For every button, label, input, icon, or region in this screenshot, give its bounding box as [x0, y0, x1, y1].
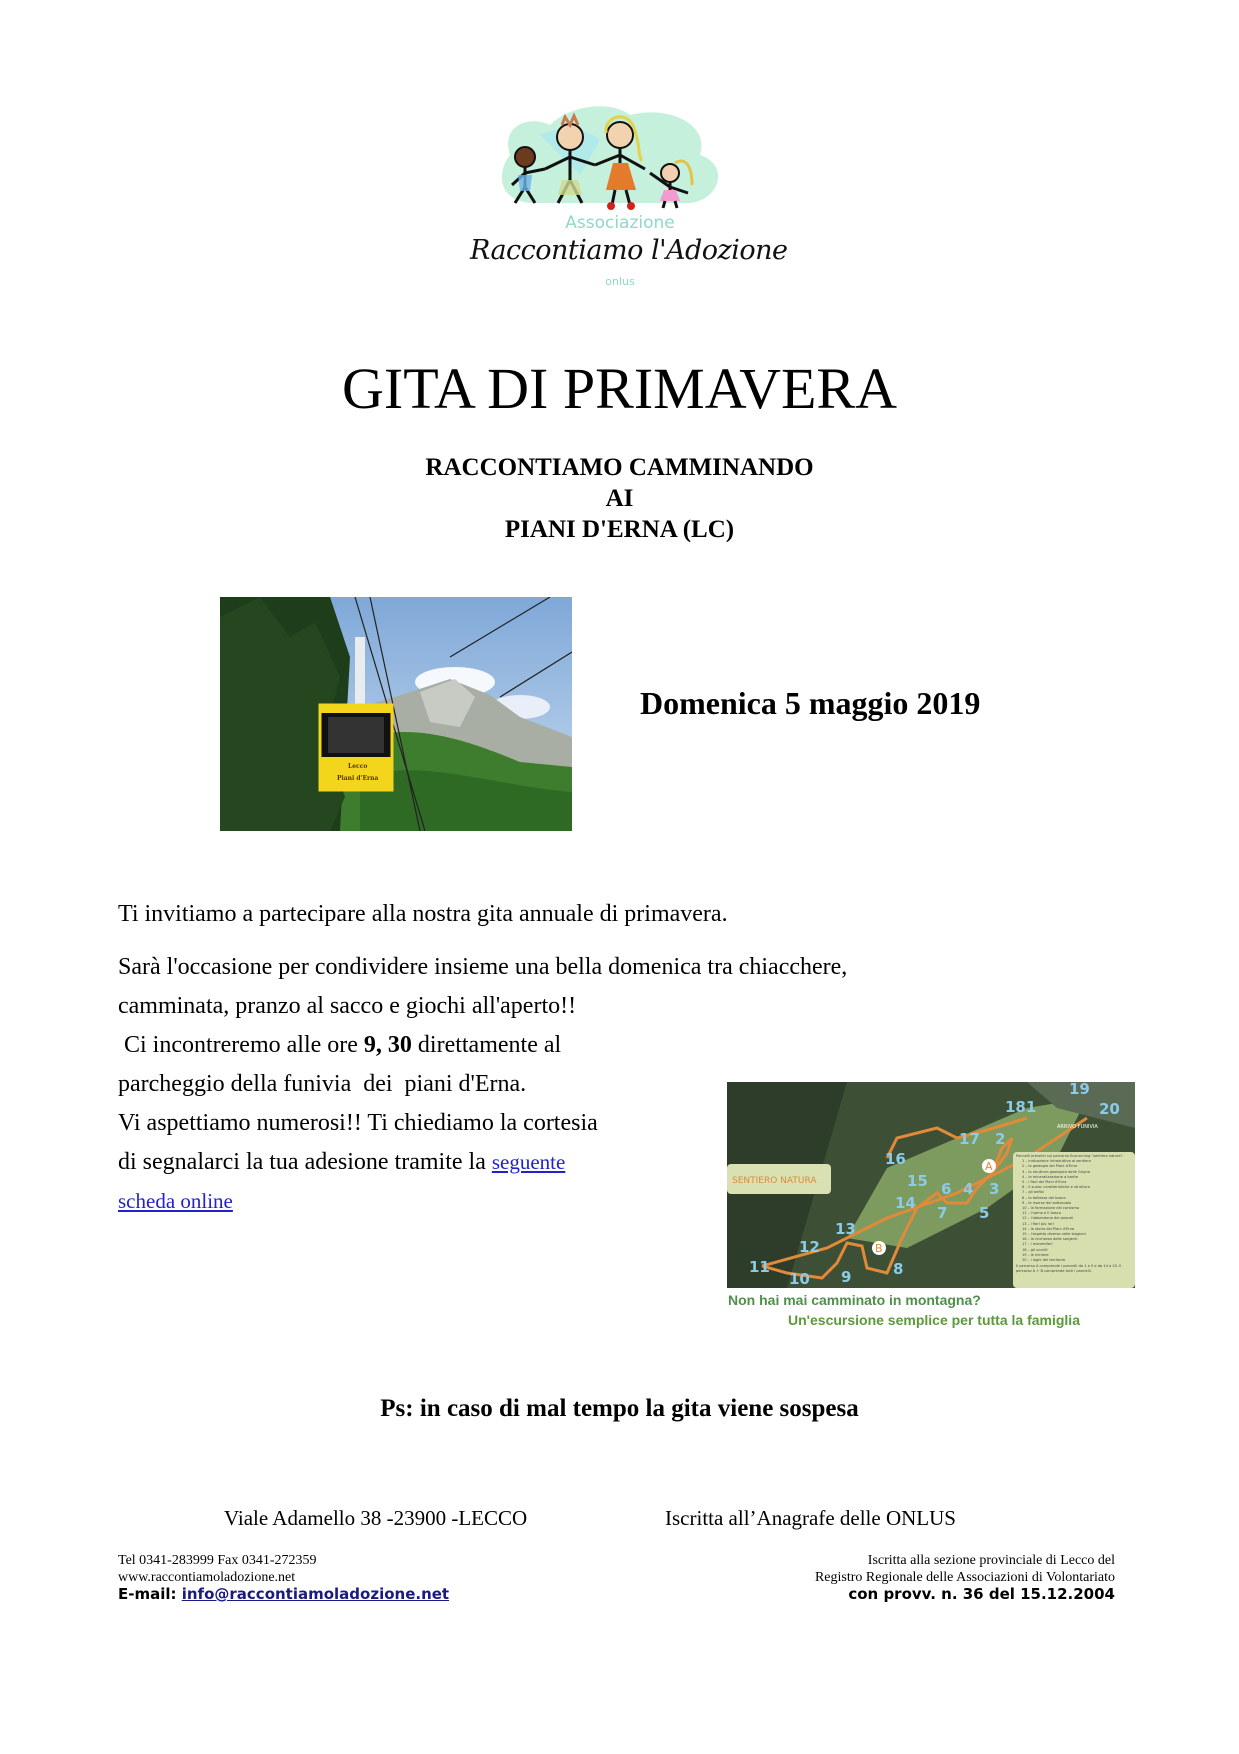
registration-line-2: Registro Regionale delle Associazioni di Volontariato — [814, 1570, 1115, 1585]
legend-item: 7 – gli anfibi — [1022, 1190, 1044, 1195]
footer-registry: Iscritta all’Anagrafe delle ONLUS — [665, 1506, 956, 1530]
legend-item: 11 – l'uomo e il bosco — [1022, 1211, 1061, 1216]
map-route-b: B — [875, 1242, 883, 1255]
registration-line-1: Iscritta alla sezione provinciale di Lecco del — [867, 1553, 1115, 1568]
footer-email — [118, 1586, 449, 1603]
email-link[interactable]: info@raccontiamoladozione.net — [181, 1585, 450, 1603]
subtitle-line-2: AI — [605, 485, 634, 512]
legend-item: 13 – i fiori più rari — [1022, 1221, 1054, 1226]
legend-item: 14 – la storia dei Piani d'Erna — [1022, 1226, 1075, 1231]
details-line-5: Vi aspettiamo numerosi!! Ti chiediamo la cortesia — [118, 1110, 598, 1136]
registration-line-3: con provv. n. 36 del 15.12.2004 — [848, 1585, 1115, 1603]
trail-map — [727, 1068, 1135, 1290]
legend-note: Il percorso A comprende i pannelli da 1 a 5 e da 14 a 20. Il percorso A + B comprende tutti i pannelli. — [1016, 1264, 1122, 1274]
map-point: 15 — [907, 1172, 928, 1190]
page-title: GITA DI PRIMAVERA — [342, 356, 897, 421]
logo-text-onlus: onlus — [605, 275, 635, 288]
meeting-text: Ci incontreremo alle ore — [118, 1032, 364, 1058]
legend-item: 6 – il suolo: caratteristiche e struttura — [1022, 1185, 1090, 1190]
legend-list — [1016, 1159, 1132, 1263]
legend-item: 8 – la bellezza del bosco — [1022, 1195, 1066, 1200]
legend-item: 1 – indicazione introduttiva al sentiero — [1022, 1159, 1091, 1164]
details-line-3 — [118, 1026, 1038, 1065]
map-point: 2 — [995, 1130, 1006, 1148]
map-point: 8 — [893, 1260, 904, 1278]
footer-phone: Tel 0341-283999 Fax 0341-272359 — [118, 1553, 317, 1568]
legend-item: 12 – l'abbandono dei pascoli — [1022, 1216, 1074, 1221]
map-point: 12 — [799, 1238, 820, 1256]
legend-item: 16 – la ricchezza delle sorgenti — [1022, 1237, 1078, 1242]
logo-text-name: Raccontiamo l'Adozione — [470, 235, 788, 266]
legend-item: 18 – gli uccelli — [1022, 1247, 1048, 1252]
map-point: 16 — [885, 1150, 906, 1168]
map-label: SENTIERO NATURA — [732, 1176, 817, 1186]
intro-paragraph: Ti invitiamo a partecipare alla nostra gita annuale di primavera. — [118, 901, 728, 927]
footer-website: www.raccontiamoladozione.net — [118, 1570, 296, 1585]
association-logo — [470, 95, 788, 295]
map-point: 19 — [1069, 1080, 1090, 1098]
details-line-1: Sarà l'occasione per condividere insieme una bella domenica tra chiacchere, — [118, 954, 848, 980]
meeting-time: 9, 30 — [363, 1032, 412, 1058]
details-line-2: camminata, pranzo al sacco e giochi all'aperto!! — [118, 993, 577, 1019]
event-subtitle — [0, 452, 1239, 545]
legend-item: 9 – le risorse del sottosuolo — [1022, 1200, 1072, 1205]
legend-item: 15 – l'aspetto diverso nelle stagioni — [1022, 1232, 1086, 1237]
map-point: 13 — [835, 1220, 856, 1238]
weather-notice: Ps: in caso di mal tempo la gita viene sospesa — [380, 1395, 859, 1422]
map-point: 11 — [749, 1258, 770, 1276]
legend-item: 20 – i laghi del territorio — [1022, 1258, 1066, 1263]
family-drawing-icon — [470, 95, 770, 215]
map-point: 9 — [841, 1268, 852, 1286]
map-point: 4 — [963, 1180, 974, 1198]
map-caption-question: Non hai mai camminato in montagna? — [728, 1292, 981, 1308]
legend-item: 4 – la mineralizzazione a barite — [1022, 1174, 1078, 1179]
legend-item: 10 – la formazione del carsismo — [1022, 1206, 1080, 1211]
link-text-part-1[interactable]: seguente — [491, 1150, 566, 1174]
map-route-a: A — [985, 1160, 993, 1173]
signup-form-link[interactable] — [492, 1150, 565, 1174]
logo-text-associazione: Associazione — [565, 213, 675, 233]
map-arrival-label: ARRIVO FUNIVIA — [1057, 1124, 1098, 1130]
map-legend — [1013, 1152, 1135, 1288]
legend-item: 5 – i fiori dei Piani d'Erna — [1022, 1180, 1067, 1185]
footer-registration — [815, 1552, 1115, 1603]
map-point: 17 — [959, 1130, 980, 1148]
map-point: 14 — [895, 1194, 916, 1212]
map-caption-tagline: Un'escursione semplice per tutta la famiglia — [788, 1312, 1080, 1328]
map-point: 181 — [1005, 1098, 1037, 1116]
map-point: 20 — [1099, 1100, 1120, 1118]
map-point: 6 — [941, 1180, 952, 1198]
meeting-text-end: direttamente al — [411, 1032, 562, 1058]
signup-form-link-continued[interactable]: scheda online — [118, 1189, 233, 1213]
cabin-text-piani: Piani d'Erna — [337, 775, 379, 782]
map-point: 10 — [789, 1270, 810, 1288]
map-point: 5 — [979, 1204, 990, 1222]
email-label: E-mail: — [118, 1585, 182, 1603]
signup-text: di segnalarci la tua adesione tramite la — [118, 1149, 492, 1175]
cabin-text-lecco: Lecco — [348, 763, 368, 770]
legend-item: 17 – i mammiferi — [1022, 1242, 1053, 1247]
legend-item: 19 – le miniere — [1022, 1252, 1049, 1257]
map-point: 3 — [989, 1180, 1000, 1198]
legend-item: 2 – la geologia dei Piani d'Erna — [1022, 1164, 1077, 1169]
map-point: 7 — [937, 1204, 948, 1222]
cable-car-photo — [220, 597, 572, 831]
subtitle-line-3: PIANI D'ERNA (LC) — [504, 516, 735, 543]
legend-item: 3 – la struttura geologica delle Grigne — [1022, 1169, 1091, 1174]
footer-contacts — [118, 1552, 449, 1603]
subtitle-line-1: RACCONTIAMO CAMMINANDO — [425, 454, 814, 481]
event-date: Domenica 5 maggio 2019 — [640, 685, 981, 721]
legend-title: Pannelli presenti sul percorso Ecorunning "sentiero natura": — [1016, 1154, 1124, 1158]
footer-address: Viale Adamello 38 -23900 -LECCO — [224, 1506, 528, 1530]
details-line-4: parcheggio della funivia dei piani d'Erna. — [118, 1071, 527, 1097]
